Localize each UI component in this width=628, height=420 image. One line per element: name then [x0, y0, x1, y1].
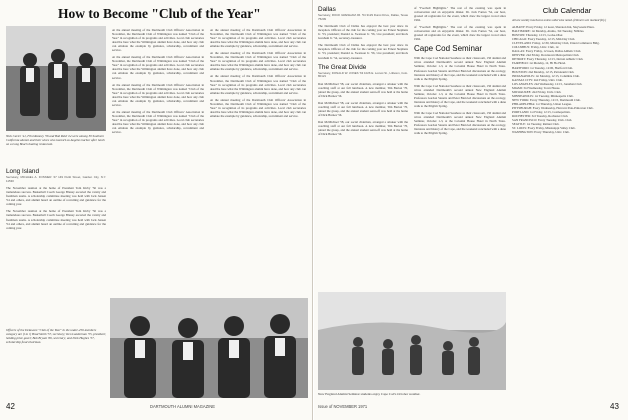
body-text: With the Cape Cod National Seashore as their classroom, 150 alumni and wives attended Dartmouth's second annual New England Alumni Seminar, October 1-3, at the Colonial House Hotel in North Truro. Professors Gordon Stearns and Peter Bien led discussions on the ecology, literature and history of the Cape, and the weekend concluded with a dune walk to the Pilgrim Spring.: [414, 56, 506, 81]
calendar-list: [512, 25, 622, 134]
body-text: The Dartmouth Club of Dallas has enjoyed the best year since its inception. Officers of the club for the coming year are Ernest Stephens Jr. '53, president; Donald A. Swanson Jr. '56, vice president; and Rock Gresham Jr. '54, secretary-treasurer.: [318, 24, 408, 41]
section-heading-dallas: Dallas: [318, 6, 336, 13]
calendar-entry: FAIRFIELD: 1st Monday, 12, Hi Ho Hotel.: [512, 61, 566, 66]
calendar-entry: SAN FRANCISCO: Every Tuesday, Univ. Club.: [512, 118, 573, 123]
calendar-entry: MIAMI: 3rd Wednesday, Town House.: [512, 85, 561, 90]
magazine-footer: DARTMOUTH ALUMNI MAGAZINE: [150, 404, 215, 409]
page-number: 43: [610, 402, 619, 411]
column-right: [210, 28, 306, 324]
secretary-line: Secretary, DONALD W. JONES '63 1026 E. Locust St., Littleton, Colo. 80121: [318, 70, 408, 79]
calendar-intro: All are weekly luncheons unless otherwise noted. (Dinners are marked (D).): [512, 18, 607, 22]
calendar-entry: PITTSBURGH: Every Wednesday, Harvard-Yale-Princeton Club.: [512, 105, 594, 110]
calendar-entry: HOUSTON: 2nd Monday, 12:15, Petroleum Club.: [512, 69, 575, 74]
calendar-entry: DETROIT: Every Thursday, 12:15, Detroit Athletic Club.: [512, 57, 584, 62]
column-dallas: [318, 6, 408, 290]
body-text: The November reunion at the home of President Tom Kirby '56 was a tremendous success. Basketball Coach George Blaney escorted the varsity and freshman teams. A scholarship committee meeting was held with Jack Jensen '54 and others, and alumni heard an outline of recruiting and guidance for the coming year.: [6, 186, 106, 207]
column-center: [112, 28, 204, 324]
body-text: At the annual meeting of the Dartmouth Club Officers' Association in November, the Dartmouth Club of Wilmington was named "Club of the Year" in recognition of its programs and activities. Local club secretaries describe here what the Wilmington alumni have done, and how any club can emulate the example by guidance, scholarship, recruitment and service.: [112, 28, 204, 53]
officers-photo: [110, 298, 308, 398]
body-text: Dan McMichael '58, our social chairman, arranged a smoker with the coaching staff at our fall luncheon. A new member, Tim Barton '70, joined the group, and the annual student send-off was held at the home of Dick Burnes '56.: [318, 81, 408, 98]
body-text: At the annual meeting of the Dartmouth Club Officers' Association in November, the Dartmouth Club of Wilmington was named "Club of the Year" in recognition of its programs and activities. Local club secretaries describe here what the Wilmington alumni have done, and how any club can emulate the example by guidance, scholarship, recruitment and service.: [210, 28, 306, 49]
body-text: At the annual meeting of the Dartmouth Club Officers' Association in November, the Dartmouth Club of Wilmington was named "Club of the Year" in recognition of its programs and activities. Local club secretaries describe here what the Wilmington alumni have done, and how any club can emulate the example by guidance, scholarship, recruitment and service.: [112, 55, 204, 80]
calendar-entry: BOSTON: Thursday, 12:15, Locke-Ober.: [512, 33, 564, 38]
calendar-entry: SEATTLE: 1st Tuesday, Rainier Club.: [512, 122, 560, 127]
issue-footer: Issue of NOVEMBER 1971: [318, 404, 368, 409]
body-text: At the annual meeting of the Dartmouth Club Officers' Association in November, the Dartmouth Club of Wilmington was named "Club of the Year" in recognition of its programs and activities. Local club secretaries describe here what the Wilmington alumni have done, and how any club can emulate the example by guidance, scholarship, recruitment and service.: [210, 74, 306, 95]
calendar-entry: DENVER: 2nd Friday, Downtown Metropolitan Club.: [512, 53, 580, 58]
column-cape-cod: [414, 6, 506, 290]
secretary-line: Secretary, ROCK GRESHAM JR. '54 3129 Dunst Drive, Dallas, Texas 75209: [318, 13, 408, 21]
calendar-entry: MILWAUKEE: 2nd Friday, Univ. Club.: [512, 89, 562, 94]
photo-caption-top: Nick Carter '41, Flint Ranney '56 and Bob Reid '24 were among 30 Southern California alumni and their wives who toured Los Angeles harbor after lunch on a Long Beach boating restaurant.: [6, 134, 105, 146]
body-text: At the annual meeting of the Dartmouth Club Officers' Association in November, the Dartmouth Club of Wilmington was named "Club of the Year" in recognition of its programs and activities. Local club secretaries describe here what the Wilmington alumni have done, and how any club can emulate the example by guidance, scholarship, recruitment and service.: [112, 109, 204, 135]
body-text: With the Cape Cod National Seashore as their classroom, 150 alumni and wives attended Dartmouth's second annual New England Alumni Seminar, October 1-3, at the Colonial House Hotel in North Truro. Professors Gordon Stearns and Peter Bien led discussions on the ecology, literature and history of the Cape, and the weekend concluded with a dune walk to the Pilgrim Spring.: [414, 83, 506, 108]
body-text: With the Cape Cod National Seashore as their classroom, 150 alumni and wives attended Dartmouth's second annual New England Alumni Seminar, October 1-3, at the Colonial House Hotel in North Truro. Professors Gordon Stearns and Peter Bien led discussions on the ecology, literature and history of the Cape, and the weekend concluded with a dune walk to the Pilgrim Spring.: [414, 110, 506, 136]
calendar-entry: WASHINGTON: Every Thursday, Univ. Club.: [512, 130, 570, 135]
body-text-filler: The November reunion at the home of President Tom Kirby '56 was a tremendous success. Basketball Coach George Blaney escorted the varsity and freshman teams. A scholarship committee meeting was held with Jack Jensen '54 and others, and alumni heard an outline of recruiting and guidance for the coming year.: [6, 209, 106, 230]
calendar-entry: INDIANAPOLIS: 1st Monday, 12:15, Columbia Club.: [512, 73, 580, 78]
calendar-entry: CHICAGO: Every Tuesday, 12:15, Mid-Day Club.: [512, 37, 576, 42]
left-page: [0, 0, 313, 420]
photo-caption: New England Alumni Seminar students enjoy Cape Cod's October weather.: [318, 392, 421, 396]
harbor-photo: [6, 26, 106, 131]
calendar-entry: ROCHESTER: 3rd Tuesday, Rochester Club.: [512, 114, 569, 119]
body-text: Dan McMichael '58, our social chairman, arranged a smoker with the coaching staff at our fall luncheon. A new member, Tim Barton '70, joined the group, and the annual student send-off was held at the home of Dick Burnes '56.: [318, 120, 408, 137]
calendar-entry: DALLAS: Every Friday, 12 noon, Dallas Athletic Club.: [512, 49, 582, 54]
cape-cod-photo: [318, 292, 506, 390]
body-text: At the annual meeting of the Dartmouth Club Officers' Association in November, the Dartmouth Club of Wilmington was named "Club of the Year" in recognition of its programs and activities. Local club secretaries describe here what the Wilmington alumni have done, and how any club can emulate the example by guidance, scholarship, recruitment and service.: [210, 51, 306, 72]
calendar-entry: LOS ANGELES: 2nd Wednesday, 12:15, Jonathan Club.: [512, 81, 583, 86]
calendar-entry: ALBANY: Every Friday, 12 noon, Sheraton Inn, Stuyvesant Plaza.: [512, 25, 595, 30]
body-text: The Dartmouth Club of Dallas has enjoyed the best year since its inception. Officers of the club for the coming year are Ernest Stephens Jr. '53, president; Donald A. Swanson Jr. '56, vice president; and Rock Gresham Jr. '54, secretary-treasurer.: [318, 43, 408, 60]
body-text: At the annual meeting of the Dartmouth Club Officers' Association in November, the Dartmouth Club of Wilmington was named "Club of the Year" in recognition of its programs and activities. Local club secretaries describe here what the Wilmington alumni have done, and how any club can emulate the example by guidance, scholarship, recruitment and service.: [112, 82, 204, 107]
calendar-entry: KANSAS CITY: 2nd Friday, Univ. Club.: [512, 77, 563, 82]
calendar-entry: PORTLAND: 1st Friday, 12:15, Cosmopolitan.: [512, 110, 571, 115]
calendar-title: Club Calendar: [542, 6, 592, 15]
body-text: of "Football Highlights." The rest of the evening was spent in conversation and an enjoyable dinner. Dr. Jack Farnes '54, our host, greeted all registrants for the event, which drew the largest crowd since 1962.: [414, 25, 506, 42]
body-text: Dan McMichael '58, our social chairman, arranged a smoker with the coaching staff at our fall luncheon. A new member, Tim Barton '70, joined the group, and the annual student send-off was held at the home of Dick Burnes '56.: [318, 100, 408, 118]
body-text: of "Football Highlights." The rest of the evening was spent in conversation and an enjoyable dinner. Dr. Jack Farnes '54, our host, greeted all registrants for the event, which drew the largest crowd since 1962.: [414, 6, 506, 23]
page-number: 42: [6, 402, 15, 411]
secretary-line: Secretary, MICHAEL A. FOSSIER '47 149 Pettit Street, Garden City, N.Y. 11530: [6, 175, 106, 183]
calendar-entry: COLUMBUS: Friday, Univ. Club, 12.: [512, 45, 560, 50]
calendar-entry: ST. LOUIS: Every Friday, Mississippi Valley Club.: [512, 126, 576, 131]
column-long-island: [6, 164, 106, 324]
calendar-entry: BALTIMORE: 1st Monday, Alamo, 3rd Tuesday, Nibbles.: [512, 29, 585, 34]
calendar-entry: HARTFORD: 1st Tuesday, 12:00, Hartford Club.: [512, 65, 573, 70]
page-title: How to Become "Club of the Year": [58, 6, 261, 21]
calendar-entry: NEW YORK: Every Thursday, 12:15, Dartmouth Club.: [512, 97, 581, 102]
calendar-entry: MINNEAPOLIS: 1st Tuesday, Minneapolis Club.: [512, 93, 574, 98]
right-page: [314, 0, 628, 420]
photo-caption-bottom: Officers of the Delaware "Club of the Year" in the under-250-members category are (l to r) Brad Smith '57, secretary; Ken Landerman '55, president; holding prize gavel; Bob Bryant '66, secretary; and Dick Hughes '57, scholarship fund chairman.: [6, 328, 106, 344]
section-heading-cape-cod: Cape Cod Seminar: [414, 44, 483, 54]
section-heading-great-divide: The Great Divide: [318, 63, 367, 71]
section-heading-long-island: Long Island: [6, 168, 40, 175]
body-text: At the annual meeting of the Dartmouth Club Officers' Association in November, the Dartmouth Club of Wilmington was named "Club of the Year" in recognition of its programs and activities. Local club secretaries describe here what the Wilmington alumni have done, and how any club can emulate the example by guidance, scholarship, recruitment and service.: [210, 97, 306, 118]
club-calendar: [512, 6, 622, 398]
calendar-entry: PHILADELPHIA: 1st Thursday, Union League.: [512, 101, 572, 106]
calendar-entry: CLEVELAND: Friday, 12:30, Mid-Day Club, Union Commerce Bldg.: [512, 41, 600, 46]
